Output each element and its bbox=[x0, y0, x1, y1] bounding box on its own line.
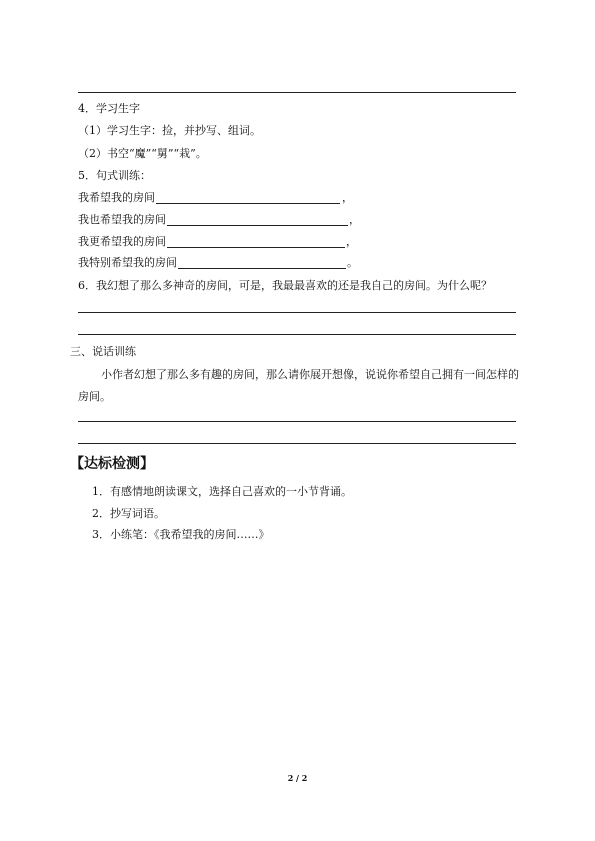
sentence-1-blank[interactable] bbox=[156, 203, 340, 204]
sentence-1-punct: ， bbox=[342, 191, 353, 204]
section3-title: 三、说话训练 bbox=[70, 345, 136, 358]
answer-line bbox=[78, 92, 516, 93]
item6-question: 6．我幻想了那么多神奇的房间，可是，我最最喜欢的还是我自己的房间。为什么呢？ bbox=[78, 279, 492, 292]
sentence-3-punct: ， bbox=[346, 235, 357, 248]
check-item-3: 3．小练笔：《我希望我的房间……》 bbox=[92, 528, 270, 541]
check-item-2: 2．抄写词语。 bbox=[92, 507, 165, 520]
sentence-3-blank[interactable] bbox=[167, 247, 345, 248]
sentence-2-blank[interactable] bbox=[167, 225, 348, 226]
item4-sub1: （1）学习生字：捡，并抄写、组词。 bbox=[78, 124, 261, 137]
item4-sub2: （2）书空“魔”“舅”“栽”。 bbox=[78, 147, 207, 160]
sentence-2-punct: ， bbox=[349, 213, 360, 226]
sentence-4-blank[interactable] bbox=[178, 268, 346, 269]
item4-title: 4．学习生字 bbox=[78, 102, 140, 115]
sentence-4-punct: 。 bbox=[347, 256, 358, 269]
answer-line[interactable] bbox=[78, 334, 516, 335]
answer-line[interactable] bbox=[78, 421, 516, 422]
check-heading: 【达标检测】 bbox=[70, 456, 154, 472]
sentence-1-prefix: 我希望我的房间 bbox=[78, 191, 155, 204]
section3-prompt-line1: 小作者幻想了那么多有趣的房间，那么请你展开想像，说说你希望自己拥有一间怎样的 bbox=[101, 368, 519, 381]
page-number: 2 / 2 bbox=[287, 773, 308, 783]
answer-line[interactable] bbox=[78, 312, 516, 313]
answer-line[interactable] bbox=[78, 443, 516, 444]
sentence-4-prefix: 我特别希望我的房间 bbox=[78, 256, 177, 269]
section3-prompt-line2: 房间。 bbox=[78, 390, 111, 403]
item5-title: 5．句式训练： bbox=[78, 169, 151, 182]
check-item-1: 1．有感情地朗读课文，选择自己喜欢的一小节背诵。 bbox=[92, 485, 352, 498]
sentence-3-prefix: 我更希望我的房间 bbox=[78, 235, 166, 248]
sentence-2-prefix: 我也希望我的房间 bbox=[78, 213, 166, 226]
